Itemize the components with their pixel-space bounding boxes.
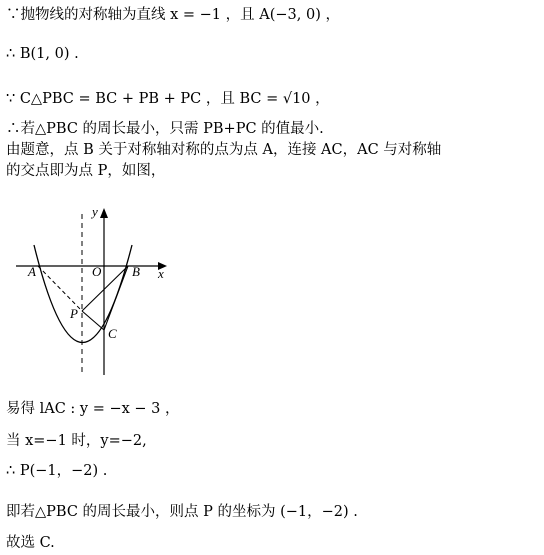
segment-pc (82, 311, 104, 330)
line-3: ∵ C△PBC = BC + PB + PC ，且 BC = √10 ， (6, 91, 330, 107)
line-10: 即若△PBC 的周长最小，则点 P 的坐标为 (−1，−2) . (6, 504, 358, 520)
parabola-figure (12, 200, 182, 380)
line-1: ∵抛物线的对称轴为直线 x = −1 ，且 A(−3, 0) ， (6, 7, 340, 23)
label-y: y (92, 204, 98, 219)
segment-cb (104, 266, 128, 330)
line-6: 的交点即为点 P，如图， (6, 163, 166, 179)
label-b: B (132, 264, 140, 279)
label-a: A (28, 264, 36, 279)
line-7: 易得 lAC : y = −x − 3 ， (6, 401, 180, 417)
label-o: O (92, 264, 102, 279)
line-2: ∴ B(1, 0) . (6, 46, 79, 62)
line-4: ∴若△PBC 的周长最小，只需 PB+PC 的值最小. (6, 121, 324, 137)
label-p: P (70, 306, 78, 321)
line-5: 由题意，点 B 关于对称轴对称的点为点 A，连接 AC，AC 与对称轴 (6, 142, 442, 158)
segment-ap (38, 266, 82, 311)
y-axis-arrow (100, 208, 108, 218)
segment-pb (82, 266, 128, 311)
line-9: ∴ P(−1，−2) . (6, 463, 108, 479)
label-c: C (108, 326, 117, 341)
label-x: x (158, 266, 164, 281)
line-8: 当 x=−1 时，y=−2, (6, 433, 147, 449)
line-11: 故选 C. (6, 535, 55, 551)
